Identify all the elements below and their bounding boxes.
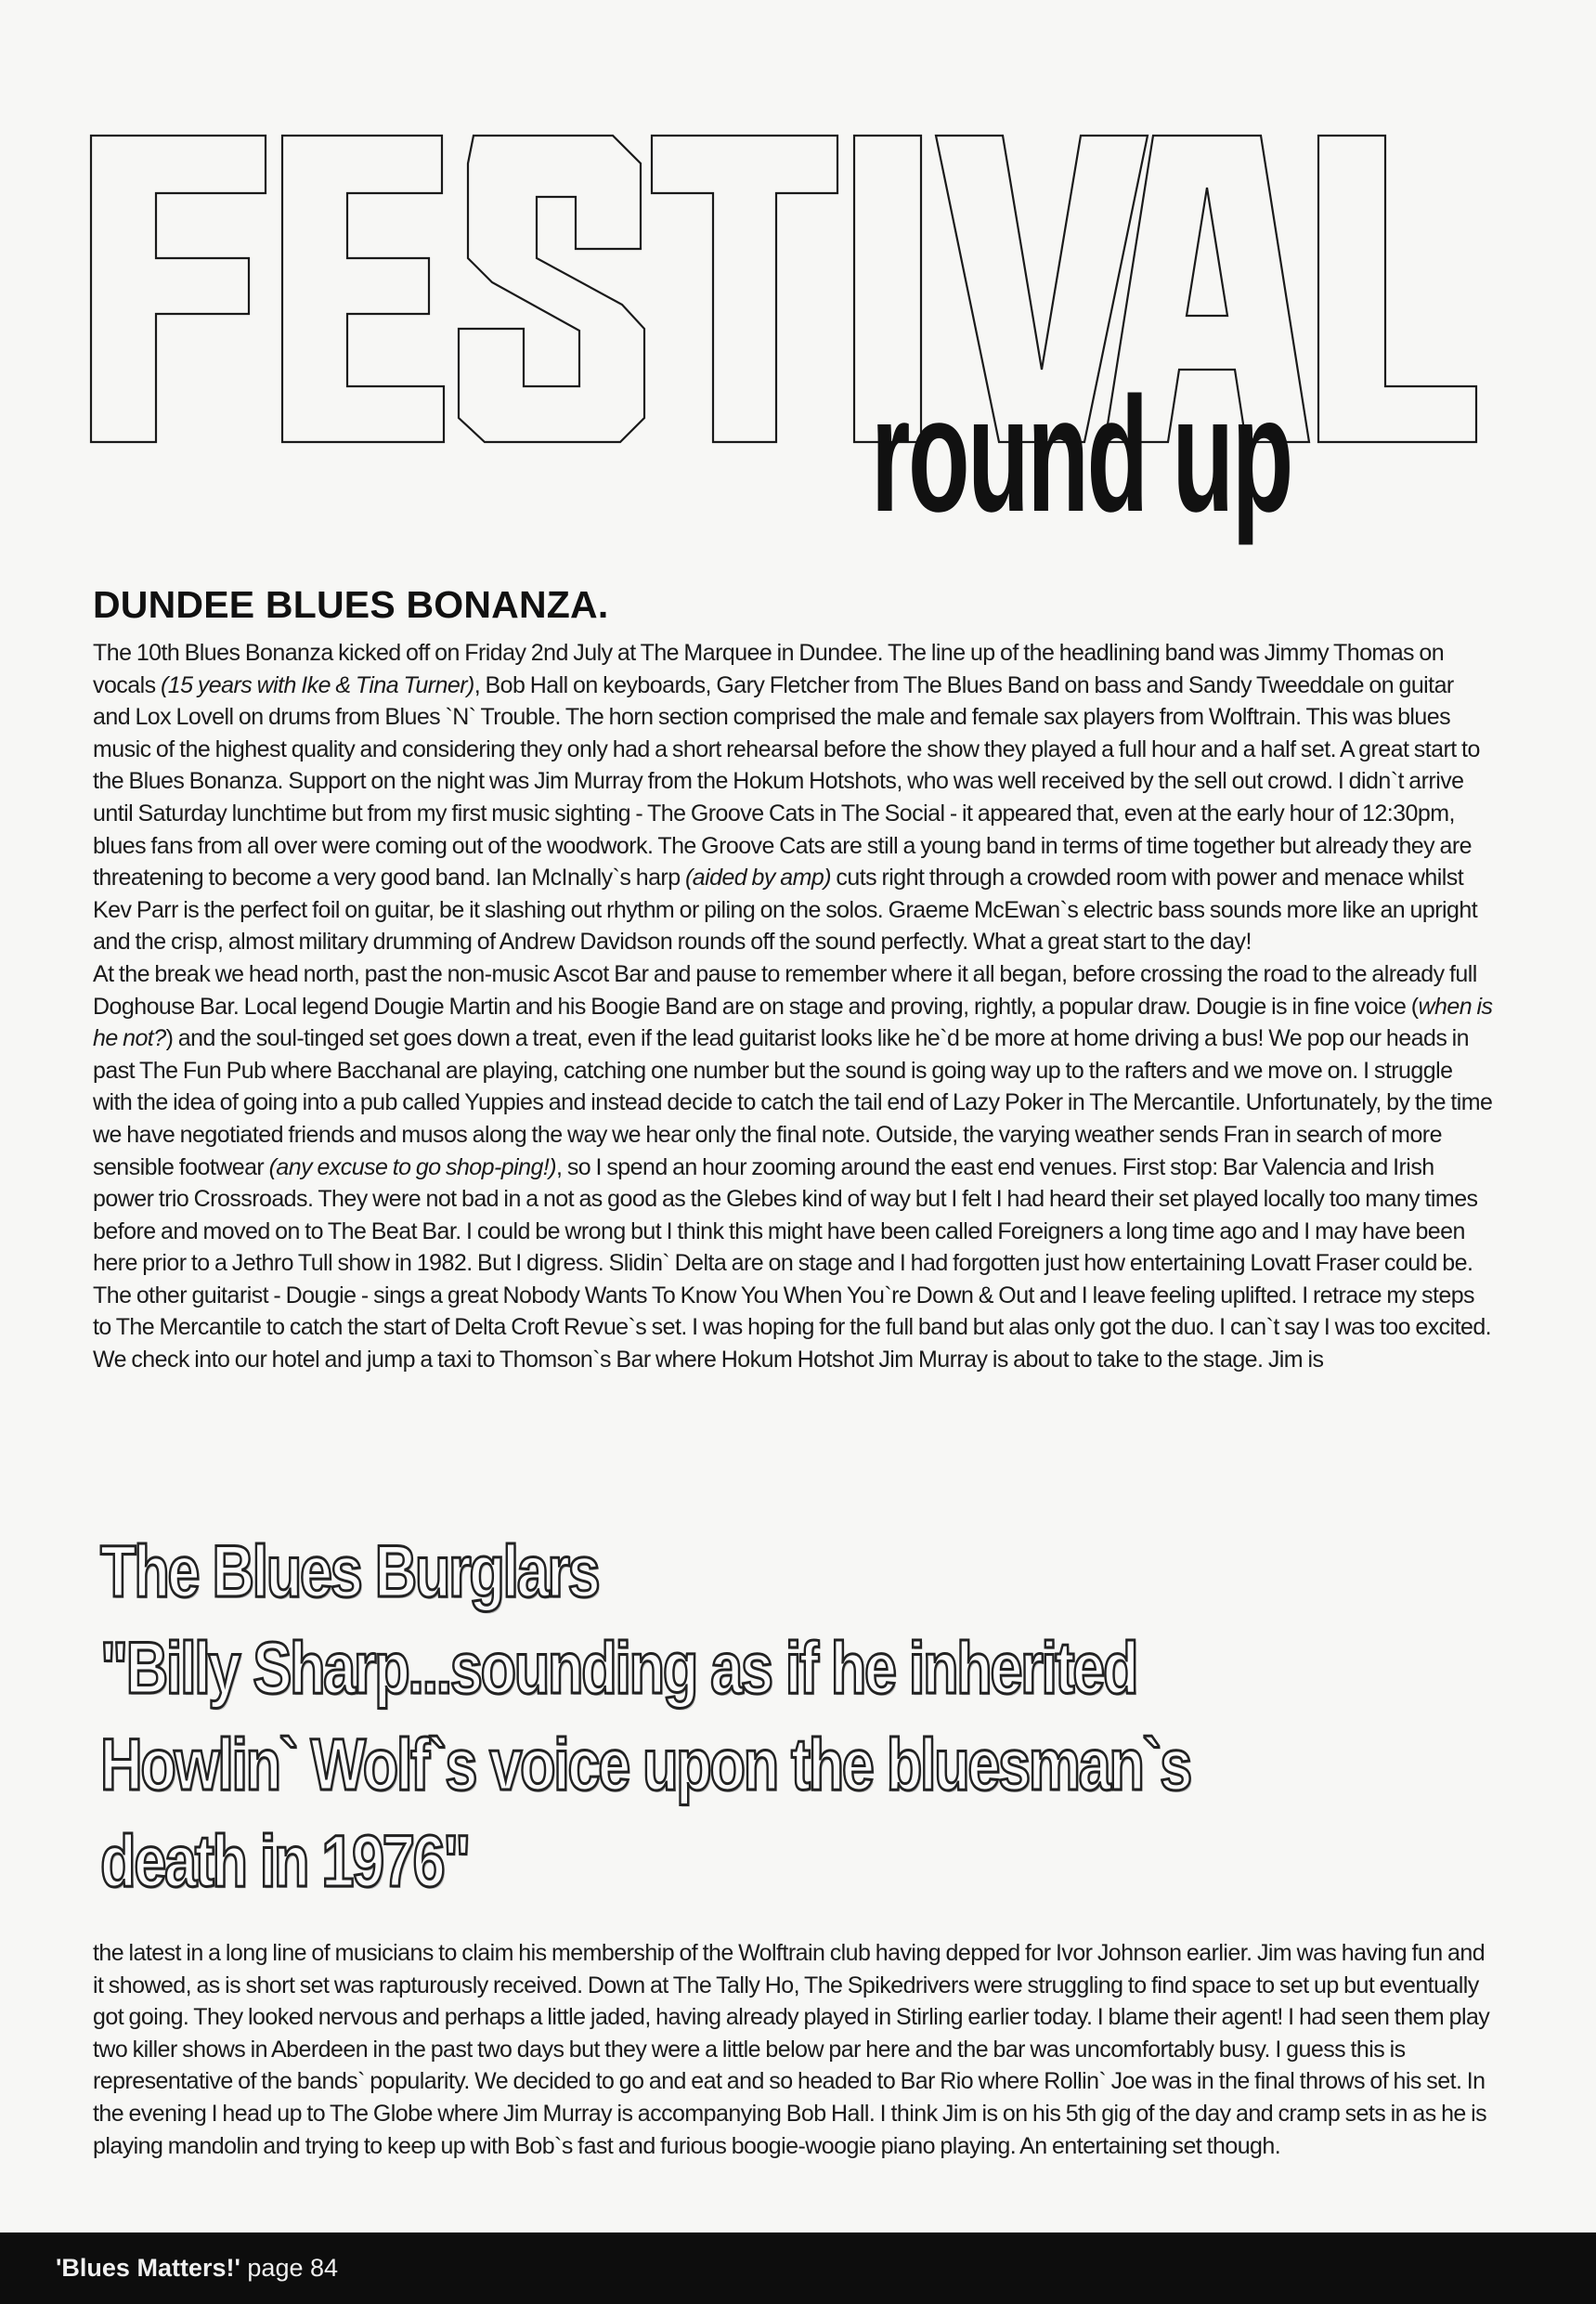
article-paragraph: the latest in a long line of musicians to claim his membership of the Wolftrain club having depped for Ivor Johnson earlier. Jim was having fun and it showed, as is short set was rapturously received. Down at The Tally Ho, The Spikedrivers were struggling to find space to set up but eventually got going. They looked nervous and perhaps a little jaded, having already played in Stirling earlier today. I blame their agent! I had seen them play two killer shows in Aberdeen in the past two days but they were a little below par here and the bar was uncomfortably busy. I guess this is representative of the bands` popularity. We decided to go and eat and so headed to Bar Rio where Rollin` Joe was in the final throws of his set. In the evening I head up to The Globe where Jim Murray is accompanying Bob Hall. I think Jim is on his 5th gig of the day and cramp sets in as he is playing mandolin and trying to keep up with Bob`s fast and furious boogie-woogie piano playing. An entertaining set though. [93, 1940, 1490, 2159]
article-headline: DUNDEE BLUES BONANZA. [93, 583, 609, 626]
pull-quote-line: "Billy Sharp...sounding as if he inherited [100, 1626, 1137, 1709]
page-footer [0, 2232, 1596, 2304]
round-up-subtitle: round up [871, 364, 1291, 546]
article-paragraph: The 10th Blues Bonanza kicked off on Friday 2nd July at The Marquee in Dundee. The line up of the headlining band was Jimmy Thomas on vocals (15 years with Ike & Tina Turner), Bob Hall on keyboards, Gary Fletcher from The Blues Band on bass and Sandy Tweeddale on guitar and Lox Lovell on drums from Blues `N` Trouble. The horn section comprised the male and female sax players from Wolftrain. This was blues music of the highest quality and considering they only had a short rehearsal before the show they played a full hour and a half set. A great start to the Blues Bonanza. Support on the night was Jim Murray from the Hokum Hotshots, who was well received by the sell out crowd. I didn`t arrive until Saturday lunchtime but from my first music sighting - The Groove Cats in The Social - it appeared that, even at the early hour of 12:30pm, blues fans from all over were coming out of the woodwork. The Groove Cats are still a young band in terms of time together but already they are threatening to become a very good band. Ian McInally`s harp (aided by amp) cuts right through a crowded room with power and menace whilst Kev Parr is the perfect foil on guitar, be it slashing out rhythm or piling on the solos. Graeme McEwan`s electric bass sounds more like an upright and the crisp, almost military drumming of Andrew Davidson rounds off the sound perfectly. What a great start to the day! [93, 640, 1480, 956]
festival-outline-title [84, 119, 1569, 462]
article-paragraph: We check into our hotel and jump a taxi to Thomson`s Bar where Hokum Hotshot Jim Murray is about to take to the stage. Jim is [93, 1347, 1324, 1373]
pull-quote-line: The Blues Burglars [100, 1529, 599, 1612]
pull-quote [100, 1523, 1567, 1909]
pull-quote-line: death in 1976" [100, 1819, 469, 1902]
footer-page-label [56, 2254, 338, 2283]
festival-masthead [84, 119, 1560, 453]
page-number: page 84 [247, 2254, 339, 2282]
article-body-bottom [93, 1937, 1495, 2162]
article-paragraph: At the break we head north, past the non-music Ascot Bar and pause to remember where it all began, before crossing the road to the already full Doghouse Bar. Local legend Dougie Martin and his Boogie Band are on stage and proving, rightly, a popular draw. Dougie is in fine voice (when is he not?) and the soul-tinged set goes down a treat, even if the lead guitarist looks like he`d be more at home driving a bus! We pop our heads in past The Fun Pub where Bacchanal are playing, catching one number but the sound is going way up to the rafters and we move on. I struggle with the idea of going into a pub called Yuppies and instead decide to catch the tail end of Lazy Poker in The Mercantile. Unfortunately, by the time we have negotiated friends and musos along the way we hear only the final note. Outside, the varying weather sends Fran in search of more sensible footwear (any excuse to go shop-ping!), so I spend an hour zooming around the east end venues. First stop: Bar Valencia and Irish power trio Crossroads. They were not bad in a not as good as the Glebes kind of way but I felt I had heard their set played locally too many times before and moved on to The Beat Bar. I could be wrong but I think this might have been called Foreigners a long time ago and I may have been here prior to a Jethro Tull show in 1982. But I digress. Slidin` Delta are on stage and I had forgotten just how entertaining Lovatt Fraser could be. The other guitarist - Dougie - sings a great Nobody Wants To Know You When You`re Down & Out and I leave feeling uplifted. I retrace my steps to The Mercantile to catch the start of Delta Croft Revue`s set. I was hoping for the full band but alas only got the duo. I can`t say I was too excited. [93, 960, 1493, 1341]
pull-quote-line: Howlin` Wolf`s voice upon the bluesman`s [100, 1723, 1190, 1805]
article-body-top [93, 637, 1495, 1376]
publication-name: 'Blues Matters!' [56, 2254, 240, 2282]
